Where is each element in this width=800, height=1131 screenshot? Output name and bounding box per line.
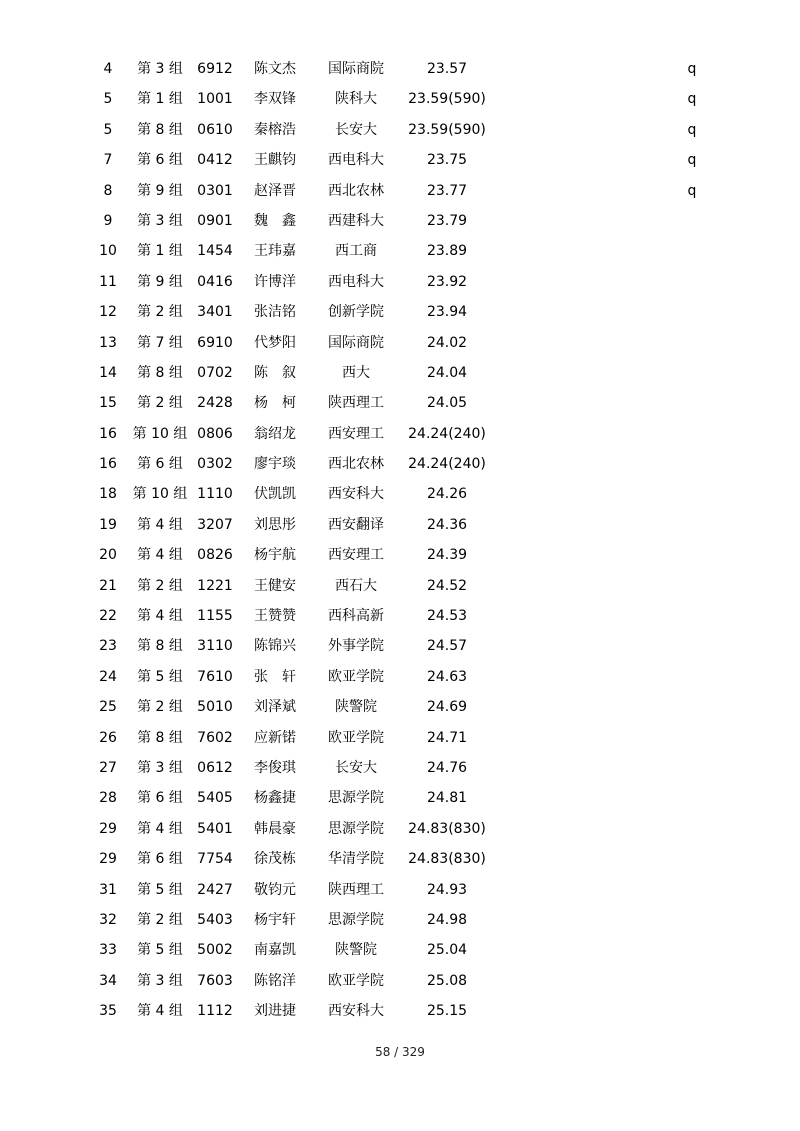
group-cell: 第 2 组 bbox=[137, 911, 183, 928]
group-cell: 第 5 组 bbox=[137, 881, 183, 898]
school-cell: 外事学院 bbox=[328, 638, 384, 655]
bib-number-cell: 6912 bbox=[197, 61, 233, 77]
group-cell: 第 8 组 bbox=[137, 121, 183, 138]
time-cell: 24.05 bbox=[426, 395, 468, 412]
group-cell: 第 6 组 bbox=[137, 456, 183, 473]
bib-number-cell: 3110 bbox=[197, 638, 233, 655]
group-cell: 第 3 组 bbox=[137, 212, 183, 229]
rank-cell: 16 bbox=[99, 456, 117, 473]
rank-cell: 32 bbox=[99, 911, 117, 928]
group-cell: 第 2 组 bbox=[137, 395, 183, 412]
bib-number-cell: 0826 bbox=[197, 547, 233, 564]
table-row bbox=[0, 510, 800, 540]
group-cell: 第 5 组 bbox=[137, 942, 183, 959]
time-cell: 24.63 bbox=[426, 668, 468, 685]
rank-cell: 35 bbox=[99, 1003, 117, 1020]
table-row bbox=[0, 723, 800, 753]
school-cell: 西北农林 bbox=[328, 182, 384, 199]
athlete-name-cell: 陈铭洋 bbox=[254, 972, 296, 989]
bib-number-cell: 2427 bbox=[197, 881, 233, 898]
time-cell: 24.57 bbox=[426, 638, 468, 655]
school-cell: 欧亚学院 bbox=[328, 729, 384, 746]
rank-cell: 24 bbox=[99, 668, 117, 685]
table-row bbox=[0, 571, 800, 601]
athlete-name-cell: 杨 柯 bbox=[254, 395, 296, 412]
bib-number-cell: 0416 bbox=[197, 273, 233, 290]
table-row bbox=[0, 662, 800, 692]
athlete-name-cell: 徐茂栋 bbox=[254, 851, 296, 868]
time-cell: 24.04 bbox=[426, 364, 468, 381]
group-cell: 第 8 组 bbox=[137, 364, 183, 381]
school-cell: 思源学院 bbox=[328, 911, 384, 928]
group-cell: 第 6 组 bbox=[137, 851, 183, 868]
group-cell: 第 4 组 bbox=[137, 1003, 183, 1020]
time-cell: 24.24(240) bbox=[408, 425, 486, 442]
rank-cell: 5 bbox=[103, 91, 113, 108]
school-cell: 欧亚学院 bbox=[328, 972, 384, 989]
time-cell: 23.59(590) bbox=[408, 121, 486, 138]
rank-cell: 5 bbox=[103, 121, 113, 138]
time-cell: 24.52 bbox=[426, 577, 468, 594]
rank-cell: 22 bbox=[99, 608, 117, 625]
table-row bbox=[0, 419, 800, 449]
group-cell: 第 2 组 bbox=[137, 304, 183, 321]
athlete-name-cell: 王麒钧 bbox=[254, 152, 296, 169]
bib-number-cell: 0612 bbox=[197, 759, 233, 776]
time-cell: 23.79 bbox=[426, 212, 468, 229]
bib-number-cell: 1454 bbox=[197, 243, 233, 260]
school-cell: 欧亚学院 bbox=[328, 668, 384, 685]
rank-cell: 33 bbox=[99, 942, 117, 959]
school-cell: 西电科大 bbox=[328, 273, 384, 290]
athlete-name-cell: 韩晨豪 bbox=[254, 820, 296, 837]
bib-number-cell: 0412 bbox=[197, 152, 233, 169]
rank-cell: 12 bbox=[99, 304, 117, 321]
school-cell: 西北农林 bbox=[328, 456, 384, 473]
athlete-name-cell: 刘思彤 bbox=[254, 516, 296, 533]
athlete-name-cell: 应新锘 bbox=[254, 729, 296, 746]
group-cell: 第 5 组 bbox=[137, 668, 183, 685]
time-cell: 25.08 bbox=[426, 972, 468, 989]
rank-cell: 34 bbox=[99, 972, 117, 989]
school-cell: 西安理工 bbox=[328, 547, 384, 564]
group-cell: 第 8 组 bbox=[137, 729, 183, 746]
time-cell: 23.57 bbox=[426, 61, 468, 77]
rank-cell: 29 bbox=[99, 851, 117, 868]
qualifier-mark-cell: q bbox=[687, 182, 697, 199]
bib-number-cell: 1155 bbox=[197, 608, 233, 625]
school-cell: 陕西理工 bbox=[328, 395, 384, 412]
time-cell: 23.92 bbox=[426, 273, 468, 290]
group-cell: 第 3 组 bbox=[137, 759, 183, 776]
rank-cell: 25 bbox=[99, 699, 117, 716]
school-cell: 长安大 bbox=[335, 121, 377, 138]
athlete-name-cell: 王赞赞 bbox=[254, 608, 296, 625]
bib-number-cell: 7610 bbox=[197, 668, 233, 685]
athlete-name-cell: 李双锋 bbox=[254, 91, 296, 108]
athlete-name-cell: 廖宇琰 bbox=[254, 456, 296, 473]
bib-number-cell: 5405 bbox=[197, 790, 233, 807]
school-cell: 西建科大 bbox=[328, 212, 384, 229]
rank-cell: 9 bbox=[103, 212, 113, 229]
rank-cell: 18 bbox=[99, 486, 117, 503]
table-row bbox=[0, 449, 800, 479]
athlete-name-cell: 刘泽斌 bbox=[254, 699, 296, 716]
rank-cell: 26 bbox=[99, 729, 117, 746]
qualifier-mark-cell: q bbox=[687, 152, 697, 169]
table-row bbox=[0, 753, 800, 783]
rank-cell: 4 bbox=[103, 61, 113, 77]
school-cell: 长安大 bbox=[335, 759, 377, 776]
bib-number-cell: 1221 bbox=[197, 577, 233, 594]
time-cell: 25.15 bbox=[426, 1003, 468, 1020]
time-cell: 24.81 bbox=[426, 790, 468, 807]
school-cell: 西安理工 bbox=[328, 425, 384, 442]
table-row bbox=[0, 479, 800, 509]
group-cell: 第 4 组 bbox=[137, 516, 183, 533]
time-cell: 24.26 bbox=[426, 486, 468, 503]
table-row bbox=[0, 388, 800, 418]
rank-cell: 29 bbox=[99, 820, 117, 837]
school-cell: 陕警院 bbox=[335, 699, 377, 716]
time-cell: 23.94 bbox=[426, 304, 468, 321]
bib-number-cell: 1112 bbox=[197, 1003, 233, 1020]
table-row bbox=[0, 358, 800, 388]
group-cell: 第 2 组 bbox=[137, 577, 183, 594]
school-cell: 西电科大 bbox=[328, 152, 384, 169]
bib-number-cell: 5403 bbox=[197, 911, 233, 928]
time-cell: 23.59(590) bbox=[408, 91, 486, 108]
time-cell: 24.98 bbox=[426, 911, 468, 928]
bib-number-cell: 3401 bbox=[197, 304, 233, 321]
athlete-name-cell: 代梦阳 bbox=[254, 334, 296, 351]
table-row bbox=[0, 540, 800, 570]
rank-cell: 28 bbox=[99, 790, 117, 807]
qualifier-mark-cell: q bbox=[687, 91, 697, 108]
bib-number-cell: 3207 bbox=[197, 516, 233, 533]
time-cell: 24.53 bbox=[426, 608, 468, 625]
table-row bbox=[0, 267, 800, 297]
group-cell: 第 7 组 bbox=[137, 334, 183, 351]
time-cell: 23.77 bbox=[426, 182, 468, 199]
rank-cell: 8 bbox=[103, 182, 113, 199]
athlete-name-cell: 李俊琪 bbox=[254, 759, 296, 776]
group-cell: 第 10 组 bbox=[132, 486, 188, 503]
time-cell: 24.71 bbox=[426, 729, 468, 746]
time-cell: 24.93 bbox=[426, 881, 468, 898]
results-table bbox=[0, 54, 800, 1027]
bib-number-cell: 1001 bbox=[197, 91, 233, 108]
table-row bbox=[0, 814, 800, 844]
table-row bbox=[0, 297, 800, 327]
athlete-name-cell: 敬钧元 bbox=[254, 881, 296, 898]
qualifier-mark-cell: q bbox=[687, 121, 697, 138]
school-cell: 西安科大 bbox=[328, 1003, 384, 1020]
athlete-name-cell: 秦榕浩 bbox=[254, 121, 296, 138]
bib-number-cell: 0806 bbox=[197, 425, 233, 442]
school-cell: 陕西理工 bbox=[328, 881, 384, 898]
rank-cell: 13 bbox=[99, 334, 117, 351]
time-cell: 24.36 bbox=[426, 516, 468, 533]
bib-number-cell: 7602 bbox=[197, 729, 233, 746]
time-cell: 24.83(830) bbox=[408, 820, 486, 837]
athlete-name-cell: 王健安 bbox=[254, 577, 296, 594]
table-row bbox=[0, 601, 800, 631]
athlete-name-cell: 张 轩 bbox=[254, 668, 296, 685]
rank-cell: 21 bbox=[99, 577, 117, 594]
time-cell: 24.02 bbox=[426, 334, 468, 351]
time-cell: 24.24(240) bbox=[408, 456, 486, 473]
athlete-name-cell: 陈 叙 bbox=[254, 364, 296, 381]
time-cell: 24.69 bbox=[426, 699, 468, 716]
athlete-name-cell: 翁绍龙 bbox=[254, 425, 296, 442]
bib-number-cell: 5401 bbox=[197, 820, 233, 837]
table-row bbox=[0, 328, 800, 358]
group-cell: 第 3 组 bbox=[137, 61, 183, 77]
school-cell: 华清学院 bbox=[328, 851, 384, 868]
rank-cell: 14 bbox=[99, 364, 117, 381]
table-row bbox=[0, 84, 800, 114]
athlete-name-cell: 陈文杰 bbox=[254, 61, 296, 77]
table-row bbox=[0, 996, 800, 1026]
athlete-name-cell: 刘进捷 bbox=[254, 1003, 296, 1020]
table-row bbox=[0, 966, 800, 996]
group-cell: 第 4 组 bbox=[137, 608, 183, 625]
table-row bbox=[0, 905, 800, 935]
athlete-name-cell: 王玮嘉 bbox=[254, 243, 296, 260]
athlete-name-cell: 南嘉凯 bbox=[254, 942, 296, 959]
school-cell: 西安科大 bbox=[328, 486, 384, 503]
bib-number-cell: 0702 bbox=[197, 364, 233, 381]
group-cell: 第 1 组 bbox=[137, 91, 183, 108]
bib-number-cell: 0301 bbox=[197, 182, 233, 199]
group-cell: 第 2 组 bbox=[137, 699, 183, 716]
athlete-name-cell: 魏 鑫 bbox=[254, 212, 296, 229]
school-cell: 国际商院 bbox=[328, 334, 384, 351]
bib-number-cell: 5010 bbox=[197, 699, 233, 716]
athlete-name-cell: 杨宇航 bbox=[254, 547, 296, 564]
group-cell: 第 9 组 bbox=[137, 182, 183, 199]
group-cell: 第 4 组 bbox=[137, 820, 183, 837]
athlete-name-cell: 杨鑫捷 bbox=[254, 790, 296, 807]
bib-number-cell: 7754 bbox=[197, 851, 233, 868]
bib-number-cell: 2428 bbox=[197, 395, 233, 412]
group-cell: 第 3 组 bbox=[137, 972, 183, 989]
table-row bbox=[0, 206, 800, 236]
table-row bbox=[0, 145, 800, 175]
group-cell: 第 8 组 bbox=[137, 638, 183, 655]
time-cell: 24.83(830) bbox=[408, 851, 486, 868]
rank-cell: 20 bbox=[99, 547, 117, 564]
athlete-name-cell: 杨宇轩 bbox=[254, 911, 296, 928]
school-cell: 西安翻译 bbox=[328, 516, 384, 533]
time-cell: 24.76 bbox=[426, 759, 468, 776]
table-row bbox=[0, 54, 800, 84]
group-cell: 第 4 组 bbox=[137, 547, 183, 564]
school-cell: 西科高新 bbox=[328, 608, 384, 625]
bib-number-cell: 0302 bbox=[197, 456, 233, 473]
rank-cell: 19 bbox=[99, 516, 117, 533]
bib-number-cell: 6910 bbox=[197, 334, 233, 351]
qualifier-mark-cell: q bbox=[687, 61, 697, 77]
group-cell: 第 1 组 bbox=[137, 243, 183, 260]
school-cell: 西工商 bbox=[335, 243, 377, 260]
athlete-name-cell: 张洁铭 bbox=[254, 304, 296, 321]
athlete-name-cell: 赵泽晋 bbox=[254, 182, 296, 199]
rank-cell: 23 bbox=[99, 638, 117, 655]
school-cell: 思源学院 bbox=[328, 820, 384, 837]
table-row bbox=[0, 935, 800, 965]
school-cell: 西大 bbox=[342, 364, 370, 381]
page-number: 58 / 329 bbox=[375, 1045, 425, 1059]
school-cell: 国际商院 bbox=[328, 61, 384, 77]
time-cell: 24.39 bbox=[426, 547, 468, 564]
time-cell: 25.04 bbox=[426, 942, 468, 959]
rank-cell: 27 bbox=[99, 759, 117, 776]
rank-cell: 16 bbox=[99, 425, 117, 442]
table-row bbox=[0, 115, 800, 145]
bib-number-cell: 0901 bbox=[197, 212, 233, 229]
bib-number-cell: 5002 bbox=[197, 942, 233, 959]
athlete-name-cell: 伏凯凯 bbox=[254, 486, 296, 503]
school-cell: 陕警院 bbox=[335, 942, 377, 959]
rank-cell: 15 bbox=[99, 395, 117, 412]
group-cell: 第 9 组 bbox=[137, 273, 183, 290]
time-cell: 23.75 bbox=[426, 152, 468, 169]
table-row bbox=[0, 236, 800, 266]
group-cell: 第 10 组 bbox=[132, 425, 188, 442]
bib-number-cell: 7603 bbox=[197, 972, 233, 989]
time-cell: 23.89 bbox=[426, 243, 468, 260]
table-row bbox=[0, 875, 800, 905]
rank-cell: 10 bbox=[99, 243, 117, 260]
group-cell: 第 6 组 bbox=[137, 790, 183, 807]
table-row bbox=[0, 844, 800, 874]
rank-cell: 31 bbox=[99, 881, 117, 898]
school-cell: 创新学院 bbox=[328, 304, 384, 321]
table-row bbox=[0, 692, 800, 722]
bib-number-cell: 0610 bbox=[197, 121, 233, 138]
table-row bbox=[0, 631, 800, 661]
rank-cell: 11 bbox=[99, 273, 117, 290]
group-cell: 第 6 组 bbox=[137, 152, 183, 169]
bib-number-cell: 1110 bbox=[197, 486, 233, 503]
rank-cell: 7 bbox=[103, 152, 113, 169]
school-cell: 西石大 bbox=[335, 577, 377, 594]
table-row bbox=[0, 783, 800, 813]
school-cell: 陕科大 bbox=[335, 91, 377, 108]
school-cell: 思源学院 bbox=[328, 790, 384, 807]
athlete-name-cell: 陈锦兴 bbox=[254, 638, 296, 655]
athlete-name-cell: 许博洋 bbox=[254, 273, 296, 290]
table-row bbox=[0, 176, 800, 206]
